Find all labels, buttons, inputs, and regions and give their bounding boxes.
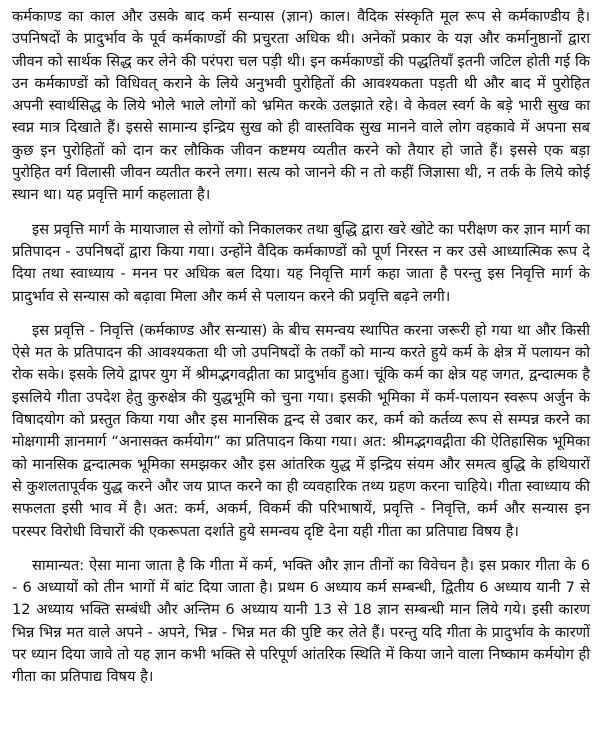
paragraph-3: इस प्रवृत्ति - निवृत्ति (कर्मकाण्ड और सन्यास) के बीच समन्वय स्थापित करना जरूरी हो गया था और किसी ऐसे मत के प्रतिपादन की आवश्यकता थी जो उपनिषदों के तर्कों को मान्य करते हुये कर्म के क्षेत्र में पलायन को रोक सके। इसके लिये द्वापर युग में श्रीमद्भगवद्गीता का प्रादुर्भाव हुआ। चूंकि कर्म का क्षेत्र यह जगत, द्वन्दात्मक है इसलिये गीता उपदेश हेतु कुरुक्षेत्र की युद्धभूमि को चुना गया। इसकी भूमिका में कर्म-पलायन स्वरूप अर्जुन के विषादयोग को प्रस्तुत किया गया और इस मानसिक द्वन्द से उबार कर, कर्म को कर्तव्य रूप से सम्पन्न करने का मोक्षगामी ज्ञानमार्ग “अनासक्त कर्मयोग” का प्रतिपादन किया गया। अत: श्रीमद्भगवद्गीता की ऐतिहासिक भूमिका को मानसिक द्वन्दात्मक भूमिका समझकर और इस आंतरिक युद्ध में इन्द्रिय संयम और समत्व बुद्धि के हथियारों से कुशलतापूर्वक युद्ध करने और जय प्राप्त करने का ही व्यवहारिक तथ्य ग्रहण करना चाहिये। गीता स्वाध्याय की सफलता इसी भाव में है। अत: कर्म, अकर्म, विकर्म की परिभाषायें, प्रवृत्ति - निवृत्ति, कर्म और सन्यास इन परस्पर विरोधी विचारों की एकरूपता दर्शाते हुये समन्वय दृष्टि देना यही गीता का प्रतिपाद्य विषय है। <box>12 321 591 540</box>
paragraph-1: कर्मकाण्ड का काल और उसके बाद कर्म सन्यास (ज्ञान) काल। वैदिक संस्कृति मूल रूप से कर्मकाण्डीय है। उपनिषदों के प्रादुर्भाव के पूर्व कर्मकाण्डों की प्रचुरता अधिक थी। अनेकों प्रकार के यज्ञ और कर्मानुष्ठानों द्वारा जीवन को सार्थक सिद्ध कर लेने की परंपरा चल पड़ी थी। इन कर्मकाण्डों की पद्धतियाँ इतनी जटिल होती गई कि उन कर्मकाण्डों को विधिवत् कराने के लिये अनुभवी पुरोहितों की आवश्यकता पड़ती थी और बाद में पुरोहित अपनी स्वार्थसिद्ध के लिये भोले भाले लोगों को भ्रमित करके उलझाते रहे। वे केवल स्वर्ग के बड़े भारी सुख का स्वप्न मात्र दिखाते हैं। इससे सामान्य इन्द्रिय सुख को ही वास्तविक सुख मानने वाले लोग वहकावे में अपना सब कुछ इन पुरोहितों को दान कर लौकिक जीवन कष्टमय व्यतीत करने को तैयार हो जाते हैं। इससे एक बड़ा पुरोहित वर्ग विलासी जीवन व्यतीत करने लगा। सत्य को जानने की न तो कहीं जिज्ञासा थी, न तर्क के लिये कोई स्थान था। यह प्रवृत्ति मार्ग कहलाता है। <box>12 8 590 204</box>
paragraph-2: इस प्रवृत्ति मार्ग के मायाजाल से लोगों को निकालकर तथा बुद्धि द्वारा खरे खोटे का परीक्षण कर ज्ञान मार्ग का प्रतिपादन - उपनिषदों द्वारा किया गया। उन्होंने वैदिक कर्मकाण्डों को पूर्ण निरस्त न कर उसे आध्यात्मिक रूप दे दिया तथा स्वाध्याय - मनन पर अधिक बल दिया। यह निवृत्ति मार्ग कहा जाता है परन्तु इस निवृत्ति मार्ग के प्रादुर्भाव से सन्यास को बढ़ावा मिला और कर्म से पलायन करने की प्रवृत्ति बढ़ने लगी। <box>12 220 590 305</box>
paragraph-4: सामान्यत: ऐसा माना जाता है कि गीता में कर्म, भक्ति और ज्ञान तीनों का विवेचन है। इस प्रकार गीता के 6 - 6 अध्यायों को तीन भागों में बांट दिया जाता है। प्रथम 6 अध्याय कर्म सम्बन्धी, द्वितीय 6 अध्याय यानी 7 से 12 अध्याय भक्ति सम्बंधी और अन्तिम 6 अध्याय यानी 13 से 18 ज्ञान सम्बन्धी मान लिये गये। इसी कारण भिन्न भिन्न मत वाले अपने - अपने, भिन्न - भिन्न मत की पुष्टि कर लेते हैं। परन्तु यदि गीता के प्रादुर्भाव के कारणों पर ध्यान दिया जावे तो यह ज्ञान कभी भक्ति से परिपूर्ण आंतरिक स्थिति में किया जाने वाला निष्काम कर्मयोग ही गीता का प्रतिपाद्य विषय है। <box>12 556 590 686</box>
